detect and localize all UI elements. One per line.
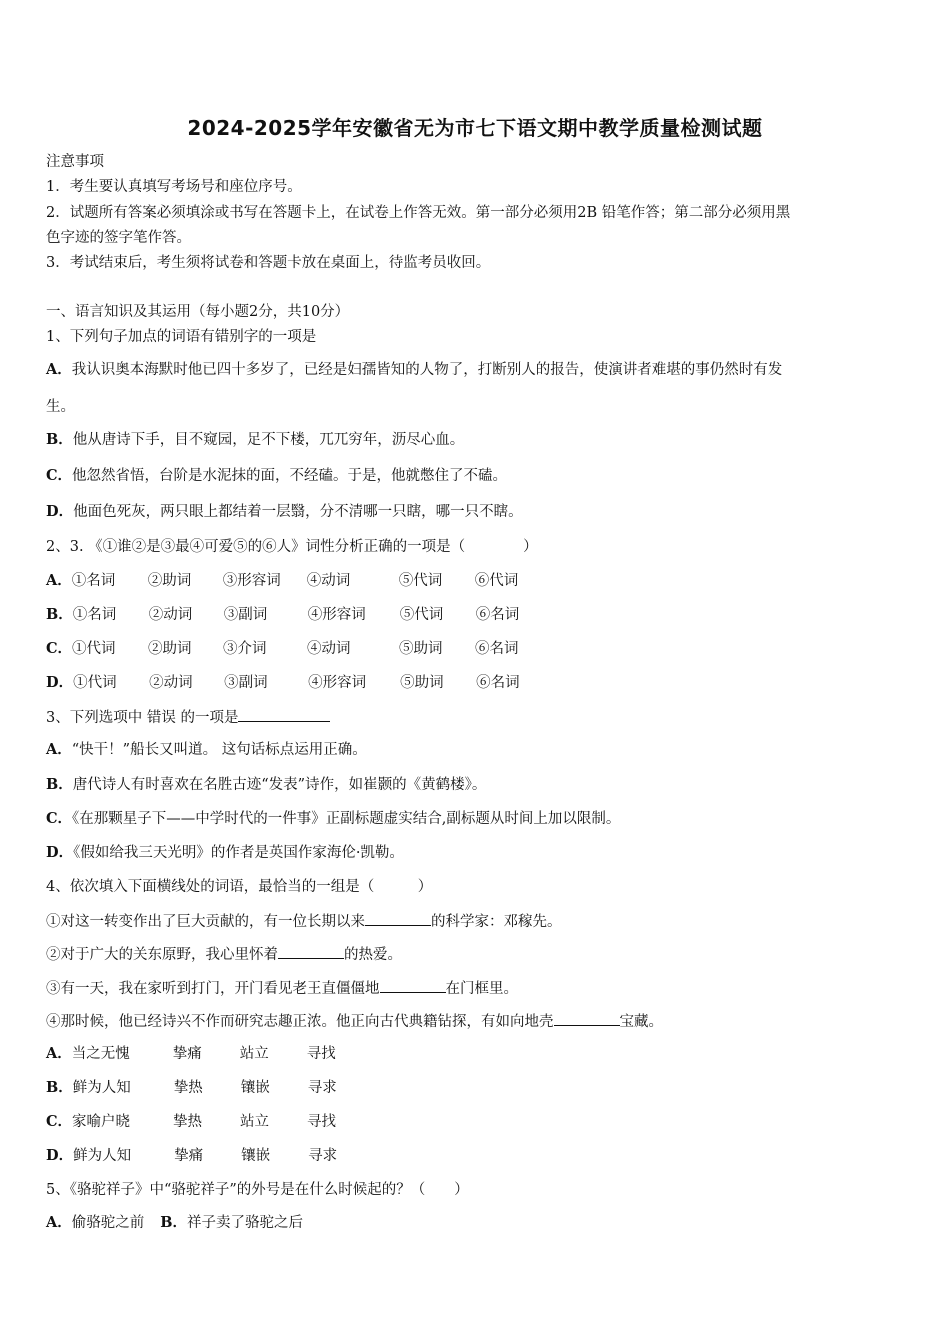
option-label: A． — [46, 572, 72, 589]
option-label: D． — [46, 503, 74, 520]
option-text: 祥子卖了骆驼之后 — [187, 1215, 304, 1231]
option-cell: 挚痛 — [174, 1148, 204, 1164]
sentence-text: 的热爱。 — [344, 947, 402, 963]
notice-item-2-cont: 色字迹的签字笔作答。 — [46, 230, 191, 246]
option-label: A． — [46, 741, 72, 758]
option-cell: ⑥名词 — [475, 607, 520, 623]
q2-option-a — [46, 571, 518, 591]
option-cell: 站立 — [239, 1046, 269, 1062]
option-label: C． — [46, 810, 73, 827]
option-cell: ③副词 — [223, 607, 268, 623]
option-cell: ⑤助词 — [399, 641, 443, 657]
answer-blank — [238, 707, 330, 722]
option-cell: 站立 — [240, 1114, 270, 1130]
q3-option-d — [46, 843, 404, 863]
option-label: B． — [46, 776, 73, 793]
q4-sentence-4 — [46, 1011, 663, 1032]
option-cell: 挚热 — [173, 1080, 203, 1096]
option-label: C． — [46, 1113, 73, 1130]
q2-stem: 2、3. 《①谁②是③最④可爱⑤的⑥人》词性分析正确的一项是（ ） — [46, 539, 538, 555]
page-title: 2024-2025学年安徽省无为市七下语文期中教学质量检测试题 — [187, 116, 763, 140]
sentence-text: ④那时候，他已经诗兴不作而研究志趣正浓。他正向古代典籍钻探，有如向地壳 — [46, 1014, 554, 1030]
q3-option-c — [46, 809, 620, 829]
q4-option-c — [46, 1112, 336, 1132]
q4-option-d — [46, 1146, 337, 1166]
option-text: 《假如给我三天光明》的作者是英国作家海伦·凯勒。 — [73, 845, 404, 861]
option-cell: 寻找 — [307, 1114, 337, 1130]
option-cell: ①代词 — [73, 675, 117, 691]
q3-option-b — [46, 775, 486, 795]
q5-options — [46, 1213, 303, 1233]
option-label: A． — [46, 361, 72, 378]
q2-option-d — [46, 673, 520, 693]
option-cell: ④动词 — [307, 641, 351, 657]
q3-stem-text: 3、下列选项中 错误 的一项是 — [46, 710, 239, 726]
option-cell: ⑤代词 — [398, 573, 443, 589]
option-text: 我认识奥本海默时他已四十多岁了，已经是妇孺皆知的人物了，打断别人的报告，使演讲者难堪的事仍然时有发 — [71, 362, 783, 378]
option-label: C． — [46, 640, 73, 657]
sentence-text: 的科学家：邓稼先。 — [431, 914, 562, 930]
option-cell: 当之无愧 — [71, 1046, 130, 1062]
option-label: B． — [160, 1214, 188, 1231]
option-cell: ①代词 — [72, 641, 116, 657]
section-heading: 一、语言知识及其运用（每小题2分，共10分） — [46, 304, 350, 320]
option-cell: 寻求 — [308, 1148, 338, 1164]
option-cell: ③形容词 — [222, 573, 281, 589]
q3-stem — [46, 707, 330, 728]
q4-option-a — [46, 1044, 336, 1064]
option-cell: 鲜为人知 — [73, 1148, 132, 1164]
fill-blank — [554, 1011, 620, 1026]
option-cell: ②动词 — [148, 607, 193, 623]
q1-stem: 1、下列句子加点的词语有错别字的一项是 — [46, 329, 317, 345]
q4-sentence-3 — [46, 978, 518, 999]
option-label: B． — [46, 1079, 73, 1096]
sentence-text: ①对这一转变作出了巨大贡献的，有一位长期以来 — [46, 914, 365, 930]
q1-option-a-cont: 生。 — [46, 399, 75, 415]
sentence-text: ③有一天，我在家听到打门，开门看见老王直僵僵地 — [46, 981, 380, 997]
fill-blank — [278, 944, 344, 959]
q2-option-c — [46, 639, 519, 659]
option-cell: ⑤代词 — [399, 607, 444, 623]
q4-option-b — [46, 1078, 337, 1098]
option-cell: ①名词 — [71, 573, 116, 589]
option-label: D． — [46, 1147, 74, 1164]
notice-heading: 注意事项 — [46, 154, 104, 170]
option-label: B． — [46, 431, 73, 448]
q4-sentence-1 — [46, 911, 562, 932]
option-cell: 挚痛 — [172, 1046, 202, 1062]
option-cell: 寻找 — [306, 1046, 336, 1062]
option-cell: 寻求 — [307, 1080, 337, 1096]
option-cell: ②助词 — [148, 641, 192, 657]
q4-stem: 4、依次填入下面横线处的词语，最恰当的一组是（ ） — [46, 879, 433, 895]
notice-item-1: 1．考生要认真填写考场号和座位序号。 — [46, 179, 302, 195]
option-cell: ④动词 — [306, 573, 351, 589]
option-cell: ③介词 — [223, 641, 267, 657]
option-cell: ③副词 — [224, 675, 268, 691]
q1-option-d — [46, 502, 523, 522]
notice-item-2: 2．试题所有答案必须填涂或书写在答题卡上，在试卷上作答无效。第一部分必须用2B 铅笔作答；第二部分必须用黑 — [46, 205, 791, 221]
option-text: 唐代诗人有时喜欢在名胜古迹“发表”诗作，如崔颢的《黄鹤楼》。 — [72, 777, 487, 793]
option-cell: ⑥名词 — [475, 641, 519, 657]
option-cell: ⑥代词 — [474, 573, 519, 589]
fill-blank — [380, 978, 446, 993]
q3-option-a — [46, 740, 367, 760]
option-text: 偷骆驼之前 — [71, 1215, 145, 1231]
q1-option-c — [46, 466, 507, 486]
option-cell: ⑤助词 — [400, 675, 444, 691]
q1-option-a — [46, 360, 782, 380]
q1-option-b — [46, 430, 464, 450]
sentence-text: 在门框里。 — [445, 981, 518, 997]
option-cell: ④形容词 — [307, 607, 366, 623]
option-cell: 镶嵌 — [241, 1148, 271, 1164]
sentence-text: ②对于广大的关东原野，我心里怀着 — [46, 947, 278, 963]
option-text: 他从唐诗下手，目不窥园，足不下楼，兀兀穷年，沥尽心血。 — [72, 432, 465, 448]
option-label: A． — [46, 1214, 72, 1231]
option-label: D． — [46, 844, 74, 861]
option-label: B． — [46, 606, 73, 623]
option-cell: ②动词 — [149, 675, 193, 691]
q4-sentence-2 — [46, 944, 402, 965]
option-text: “快干！”船长又叫道。 这句话标点运用正确。 — [71, 742, 367, 758]
option-cell: ⑥名词 — [476, 675, 520, 691]
option-cell: 鲜为人知 — [72, 1080, 131, 1096]
option-cell: ②助词 — [147, 573, 192, 589]
option-text: 《在那颗星子下——中学时代的一件事》正副标题虚实结合,副标题从时间上加以限制。 — [72, 811, 621, 827]
option-cell: 镶嵌 — [240, 1080, 270, 1096]
option-text: 他面色死灰，两只眼上都结着一层翳，分不清哪一只瞎，哪一只不瞎。 — [73, 504, 523, 520]
q5-stem: 5、《骆驼祥子》中“骆驼祥子”的外号是在什么时候起的？（ ） — [46, 1182, 469, 1198]
q2-option-b — [46, 605, 519, 625]
option-label: D． — [46, 674, 74, 691]
sentence-text: 宝藏。 — [619, 1014, 663, 1030]
option-cell: 挚热 — [173, 1114, 203, 1130]
option-cell: ①名词 — [72, 607, 117, 623]
option-cell: ④形容词 — [308, 675, 367, 691]
option-text: 他忽然省悟，台阶是水泥抹的面，不经磕。于是，他就憋住了不磕。 — [72, 468, 508, 484]
notice-item-3: 3．考试结束后，考生须将试卷和答题卡放在桌面上，待监考员收回。 — [46, 255, 491, 271]
fill-blank — [365, 911, 431, 926]
option-cell: 家喻户晓 — [72, 1114, 131, 1130]
option-label: C． — [46, 467, 73, 484]
option-label: A． — [46, 1045, 72, 1062]
